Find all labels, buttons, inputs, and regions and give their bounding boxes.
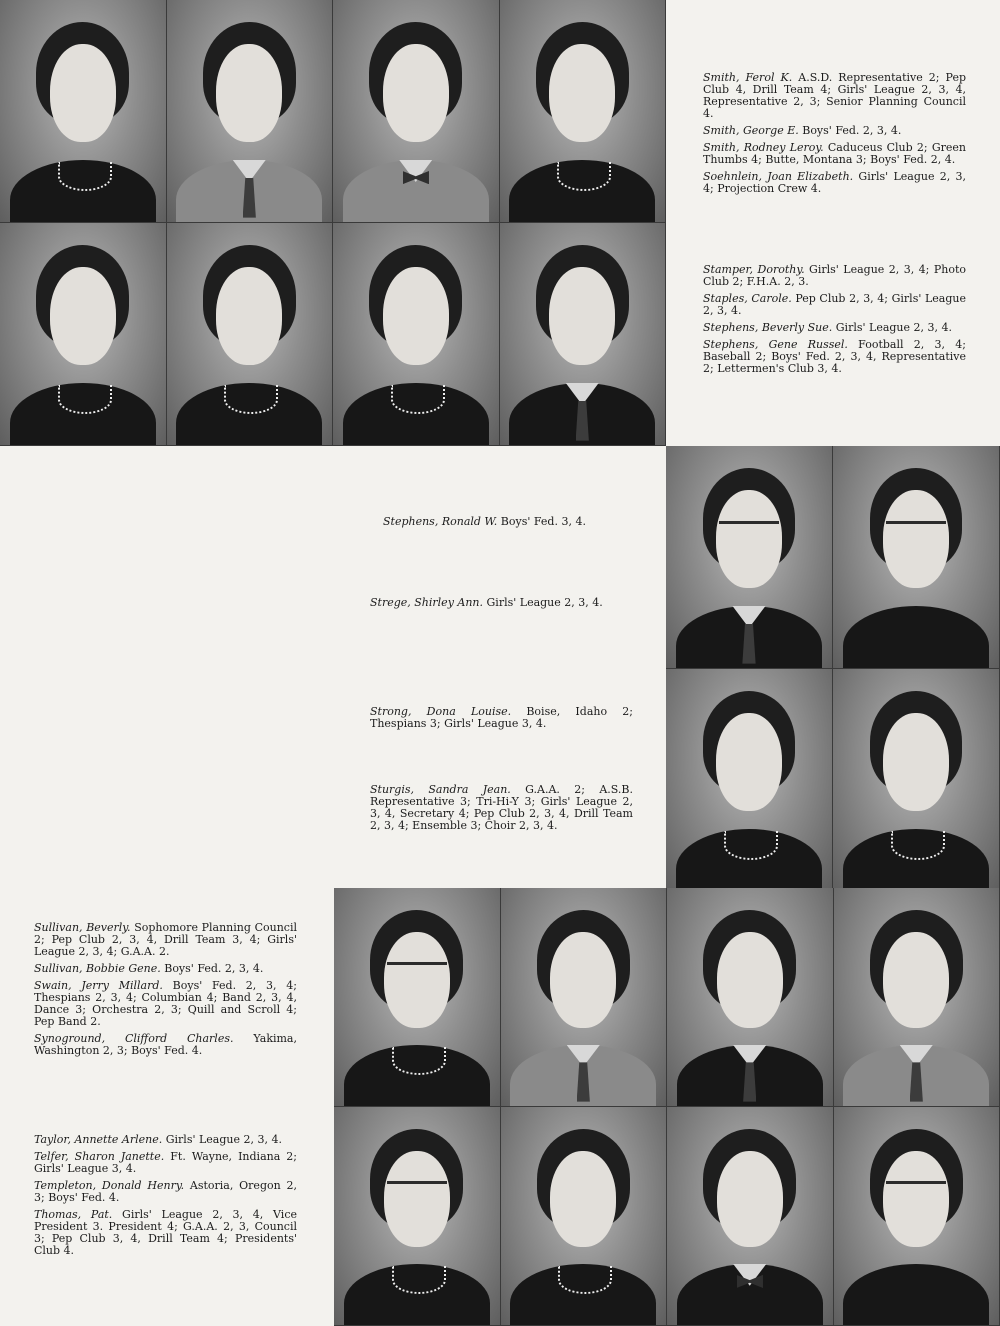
caption-entry: Thomas, Pat. Girls' League 2, 3, 4, Vice President 3. President 4; G.A.A. 2, 3, Council 3; Pep Club 3, 4, Drill Team 4; Presidents' Club 4. — [34, 1208, 297, 1257]
portrait-strong-dona — [666, 669, 833, 892]
portrait-soehnlein-joan — [500, 0, 667, 223]
middle-photo-grid — [666, 446, 1000, 892]
portrait-strege-shirley — [833, 446, 1000, 669]
caption-entry: Sullivan, Beverly. Sophomore Planning Council 2; Pep Club 2, 3, 4, Drill Team 3, 4; Girls' League 2, 3, 4; G.A.A. 2. — [34, 921, 297, 958]
portrait-stephens-gene — [500, 223, 667, 446]
portrait-taylor-annette — [334, 1107, 501, 1326]
portrait-thomas-pat — [834, 1107, 1000, 1326]
caption-sturgis-sandra: Sturgis, Sandra Jean. G.A.A. 2; A.S.B. Representative 3; Tri-Hi-Y 3; Girls' League 2, 3, 4, Secretary 4; Pep Club 2, 3, 4, Drill Team 2, 3, 4; Ensemble 3; Choir 2, 3, 4. — [370, 783, 633, 832]
caption-entry: Stephens, Gene Russel. Football 2, 3, 4; Baseball 2; Boys' Fed. 2, 3, 4, Representative 2; Lettermen's Club 3, 4. — [703, 338, 966, 375]
caption-entry: Stephens, Beverly Sue. Girls' League 2, 3, 4. — [703, 321, 952, 334]
caption-entry: Telfer, Sharon Janette. Ft. Wayne, Indiana 2; Girls' League 3, 4. — [34, 1150, 297, 1175]
caption-entry: Swain, Jerry Millard. Boys' Fed. 2, 3, 4; Thespians 2, 3, 4; Columbian 4; Band 2, 3, 4, Dance 3; Orchestra 2, 3; Quill and Scroll 4; Pep Band 2. — [34, 979, 297, 1028]
caption-entry: Sullivan, Bobbie Gene. Boys' Fed. 2, 3, 4. — [34, 962, 264, 975]
caption-stephens-ronald: Stephens, Ronald W. Boys' Fed. 3, 4. — [383, 515, 586, 528]
captions-top-row1 — [703, 72, 966, 200]
caption-strong-dona: Strong, Dona Louise. Boise, Idaho 2; Thespians 3; Girls' League 3, 4. — [370, 705, 633, 730]
portrait-sullivan-bobbie — [501, 888, 668, 1107]
portrait-sullivan-beverly — [334, 888, 501, 1107]
captions-top-row2 — [703, 264, 966, 380]
caption-entry: Stamper, Dorothy. Girls' League 2, 3, 4; Photo Club 2; F.H.A. 2, 3. — [703, 263, 966, 288]
portrait-stamper-dorothy — [0, 223, 167, 446]
portrait-smith-george — [167, 0, 334, 223]
portrait-stephens-beverly — [333, 223, 500, 446]
caption-entry: Soehnlein, Joan Elizabeth. Girls' League 2, 3, 4; Projection Crew 4. — [703, 170, 966, 195]
caption-entry: Smith, Rodney Leroy. Caduceus Club 2; Green Thumbs 4; Butte, Montana 3; Boys' Fed. 2, 4. — [703, 141, 966, 166]
portrait-telfer-sharon — [501, 1107, 668, 1326]
portrait-staples-carole — [167, 223, 334, 446]
caption-entry: Synoground, Clifford Charles. Yakima, Washington 2, 3; Boys' Fed. 4. — [34, 1032, 297, 1057]
captions-bottom-row1 — [34, 922, 297, 1062]
caption-entry: Smith, Ferol K. A.S.D. Representative 2; Pep Club 4, Drill Team 4; Girls' League 2, 3, 4, Representative 2, 3; Senior Planning Council 4. — [703, 71, 967, 120]
top-photo-grid — [0, 0, 666, 446]
portrait-swain-jerry — [667, 888, 834, 1107]
caption-entry: Taylor, Annette Arlene. Girls' League 2, 3, 4. — [34, 1133, 282, 1146]
portrait-stephens-ronald — [666, 446, 833, 669]
caption-strege-shirley: Strege, Shirley Ann. Girls' League 2, 3, 4. — [370, 596, 603, 609]
portrait-templeton-donald — [667, 1107, 834, 1326]
portrait-synoground-clifford — [834, 888, 1000, 1107]
bottom-photo-grid — [334, 888, 1000, 1326]
caption-entry: Templeton, Donald Henry. Astoria, Oregon 2, 3; Boys' Fed. 4. — [34, 1179, 297, 1204]
portrait-sturgis-sandra — [833, 669, 1000, 892]
portrait-smith-ferol — [0, 0, 167, 223]
portrait-smith-rodney — [333, 0, 500, 223]
caption-entry: Staples, Carole. Pep Club 2, 3, 4; Girls' League 2, 3, 4. — [703, 292, 966, 317]
captions-bottom-row2 — [34, 1134, 297, 1262]
caption-entry: Smith, George E. Boys' Fed. 2, 3, 4. — [703, 124, 902, 137]
